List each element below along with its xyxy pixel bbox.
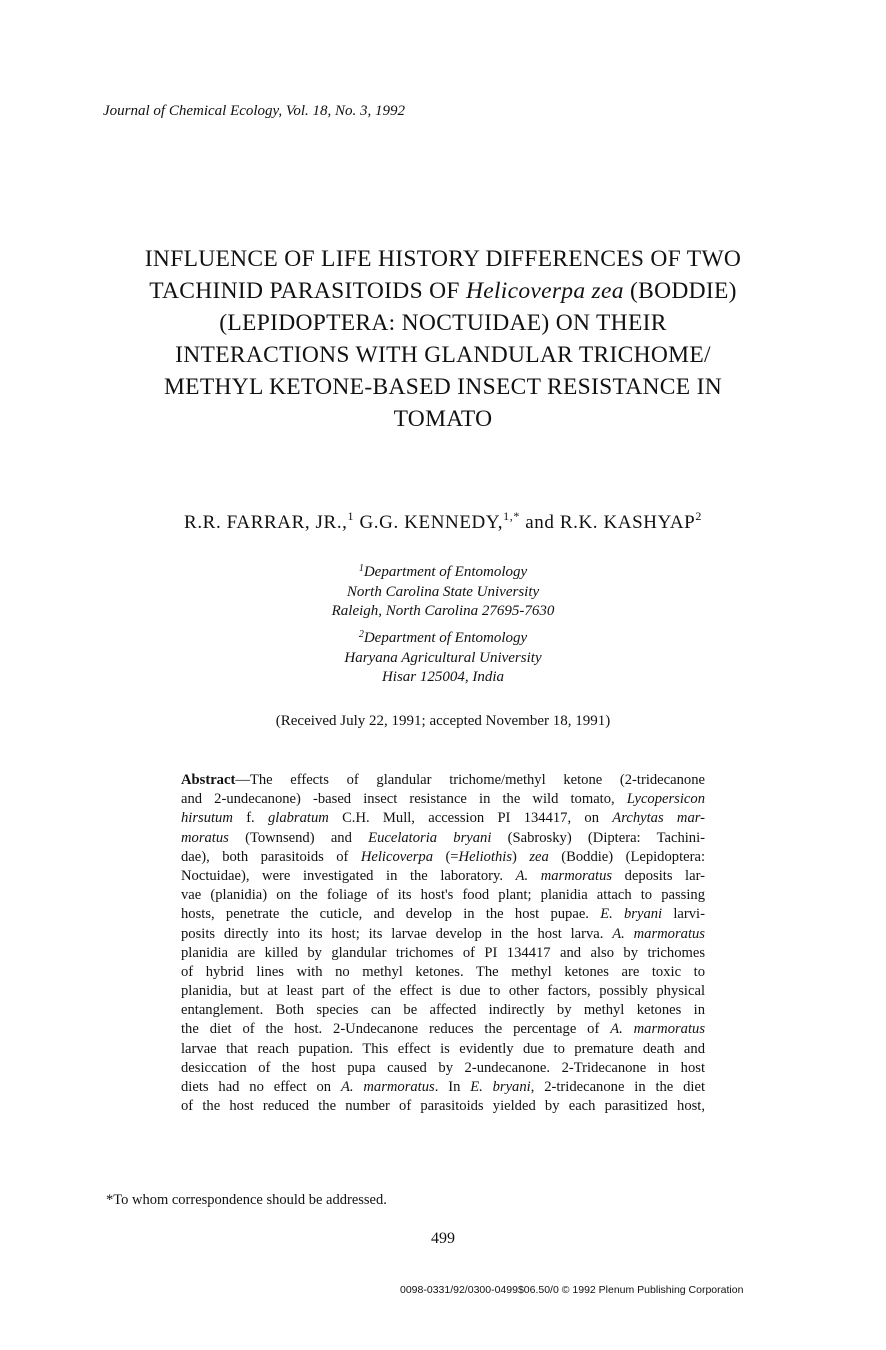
author-list [0,509,886,534]
title-line: INTERACTIONS WITH GLANDULAR TRICHOME/ [175,342,711,368]
abstract-line: and 2-undecanone) -based insect resistance in the wild tomato, Lycopersicon [181,791,705,808]
abstract-line: the diet of the host. 2-Undecanone reduces the percentage of A. marmoratus [181,1021,705,1038]
abstract-line: Abstract—The effects of glandular trichome/methyl ketone (2-tridecanone [181,772,705,788]
abstract-line: hosts, penetrate the cuticle, and develop in the host pupae. E. bryani larvi- [181,906,705,923]
affiliation-1: $^1$Department of Entomology North Carolina State University Raleigh, North Carolina 27695-7630 [331,563,555,619]
abstract-line: vae (planidia) on the foliage of its host's food plant; planidia attach to passing [181,887,705,904]
copyright-line: 0098-0331/92/0300-0499$06.50/0 © 1992 Plenum Publishing Corporation [400,1284,744,1296]
affiliation-marker: 1 [347,509,355,523]
correspondence-footnote: *To whom correspondence should be addressed. [106,1192,387,1208]
abstract-line: Noctuidae), were investigated in the laboratory. A. marmoratus deposits lar- [181,867,706,884]
title-line: TOMATO [393,406,493,432]
abstract [181,771,705,1116]
abstract-line: desiccation of the host pupa caused by 2-undecanone. 2-Tridecanone in host [181,1059,705,1076]
species-name: Helicoverpa zea [465,278,624,304]
affiliation-2: $^2$Department of Entomology Haryana Agricultural University Hisar 125004, India [344,629,542,685]
title-line: TACHINID PARASITOIDS OF Helicoverpa zea (BODDIE) [149,278,737,304]
abstract-line: posits directly into its host; its larvae develop in the host larva. A. marmoratus [181,925,705,942]
abstract-line: moratus (Townsend) and Eucelatoria bryani (Sabrosky) (Diptera: Tachini- [181,829,706,846]
abstract-line: larvae that reach pupation. This effect is evidently due to premature death and [181,1040,705,1057]
abstract-line: diets had no effect on A. marmoratus. In E. bryani, 2-tridecanone in the diet [181,1079,705,1095]
received-dates: (Received July 22, 1991; accepted November 18, 1991) [275,713,611,729]
abstract-line: hirsutum f. glabratum C.H. Mull, accession PI 134417, on Archytas mar- [181,810,705,827]
abstract-line: entanglement. Both species can be affected indirectly by methyl ketones in [181,1002,705,1019]
paper-title [70,243,816,435]
author-name: and R.K. KASHYAP [519,512,696,533]
abstract-line: planidia, but at least part of the effect is due to other factors, possibly physical [181,983,705,1000]
journal-citation: Journal of Chemical Ecology, Vol. 18, No. 3, 1992 [103,103,406,119]
page-number: 499 [431,1230,455,1247]
abstract-line: of hybrid lines with no methyl ketones. The methyl ketones are toxic to [181,963,705,980]
abstract-line: planidia are killed by glandular trichomes of PI 134417 and also by trichomes [181,944,705,961]
abstract-label: Abstract [181,772,236,788]
author-name: R.R. FARRAR, JR., [184,512,348,533]
abstract-line: dae), both parasitoids of Helicoverpa (=Heliothis) zea (Boddie) (Lepidoptera: [181,848,706,865]
title-line: INFLUENCE OF LIFE HISTORY DIFFERENCES OF TWO [144,246,742,272]
title-line: METHYL KETONE-BASED INSECT RESISTANCE IN [163,374,722,400]
abstract-line: of the host reduced the number of parasitoids yielded by each parasitized host, [181,1098,705,1115]
affiliation-marker: 2 [695,509,702,523]
author-name: G.G. KENNEDY, [354,512,504,533]
affiliation-marker: 1,* [503,509,520,523]
title-line: (LEPIDOPTERA: NOCTUIDAE) ON THEIR [219,310,667,336]
